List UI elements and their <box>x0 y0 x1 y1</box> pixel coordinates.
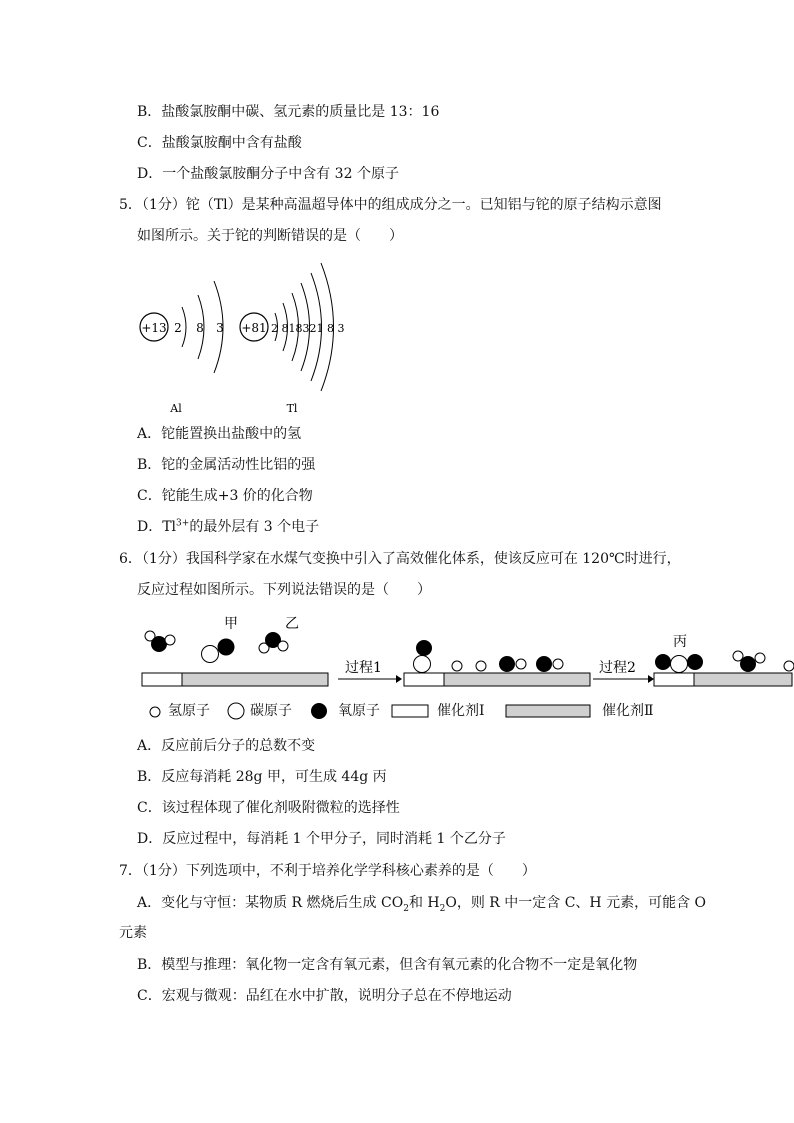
q4-option-d: D．一个盐酸氯胺酮分子中含有 32 个原子 <box>137 166 399 182</box>
al-shell-3: 3 <box>216 321 224 335</box>
label-jia: 甲 <box>224 616 238 632</box>
q7-option-a-continued: 元素 <box>119 925 147 941</box>
q5-option-c: C．铊能生成+3 价的化合物 <box>137 488 313 504</box>
q5-option-d: D．$Tl^{3+}$的最外层有 3 个电子 <box>137 518 320 535</box>
q5-option-b: B．铊的金属活动性比铝的强 <box>137 457 316 473</box>
al-label: Al <box>170 402 182 415</box>
q5-option-a: A．铊能置换出盐酸中的氢 <box>137 426 302 442</box>
q7-option-c: C．宏观与微观：品红在水中扩散，说明分子总在不停地运动 <box>137 988 512 1004</box>
reaction-process-diagram <box>138 610 794 690</box>
q6-stem-line2: 反应过程如图所示。下列说法错误的是（ ） <box>137 582 431 598</box>
legend-catalyst1: 催化剂Ⅰ <box>437 703 485 719</box>
q5-stem-line2: 如图所示。关于铊的判断错误的是（ ） <box>137 228 403 244</box>
q4-option-b: B．盐酸氯胺酮中碳、氢元素的质量比是 13：16 <box>137 104 440 120</box>
al-nucleus-charge: +13 <box>141 321 167 335</box>
process1-label: 过程1 <box>345 660 382 676</box>
q6-option-a: A．反应前后分子的总数不变 <box>137 738 316 754</box>
tl-label: Tl <box>286 402 298 415</box>
tl-shells: 2 818321 8 3 <box>271 322 345 335</box>
q7-stem: 7．（1分）下列选项中，不利于培养化学学科核心素养的是（ ） <box>119 863 536 879</box>
al-atom-diagram <box>140 281 224 415</box>
q6-stem-line1: 6．（1分）我国科学家在水煤气变换中引入了高效催化体系，使该反应可在 120℃时进行， <box>119 551 681 567</box>
legend-oxygen: 氧原子 <box>338 703 380 719</box>
tl-atom-diagram <box>240 263 344 415</box>
carbon-atom-icon <box>228 703 244 719</box>
q6-option-c: C．该过程体现了催化剂吸附微粒的选择性 <box>137 800 400 816</box>
label-bing: 丙 <box>673 634 687 650</box>
al-shell-1: 2 <box>174 321 182 335</box>
q7-option-b: B．模型与推理：氧化物一定含有氧元素，但含有氧元素的化合物不一定是氧化物 <box>137 957 638 973</box>
hydrogen-atom-icon <box>150 707 160 717</box>
q6-option-d: D．反应过程中，每消耗 1 个甲分子，同时消耗 1 个乙分子 <box>137 831 506 847</box>
legend-catalyst2: 催化剂Ⅱ <box>602 703 654 719</box>
q7-option-a: A．变化与守恒：某物质 R 燃烧后生成 $CO_2$和 $H_2O$，则 R 中一定含 C、H 元素，可能含 O <box>137 895 707 914</box>
tl-nucleus-charge: +81 <box>241 321 267 335</box>
q5-stem-line1: 5．（1分）铊（Tl）是某种高温超导体中的组成成分之一。已知铝与铊的原子结构示意图 <box>119 197 662 213</box>
al-shell-2: 8 <box>196 321 204 335</box>
catalyst1-icon <box>392 705 428 717</box>
q4-option-c: C．盐酸氯胺酮中含有盐酸 <box>137 135 302 151</box>
atom-structure-diagram <box>130 255 360 425</box>
legend-carbon: 碳原子 <box>250 703 292 719</box>
label-yi: 乙 <box>285 616 299 632</box>
legend-hydrogen: 氢原子 <box>168 703 210 719</box>
oxygen-atom-icon <box>311 703 327 719</box>
catalyst2-icon <box>506 705 590 717</box>
process2-label: 过程2 <box>599 660 636 676</box>
q6-option-b: B．反应每消耗 28g 甲，可生成 44g 丙 <box>137 769 387 785</box>
